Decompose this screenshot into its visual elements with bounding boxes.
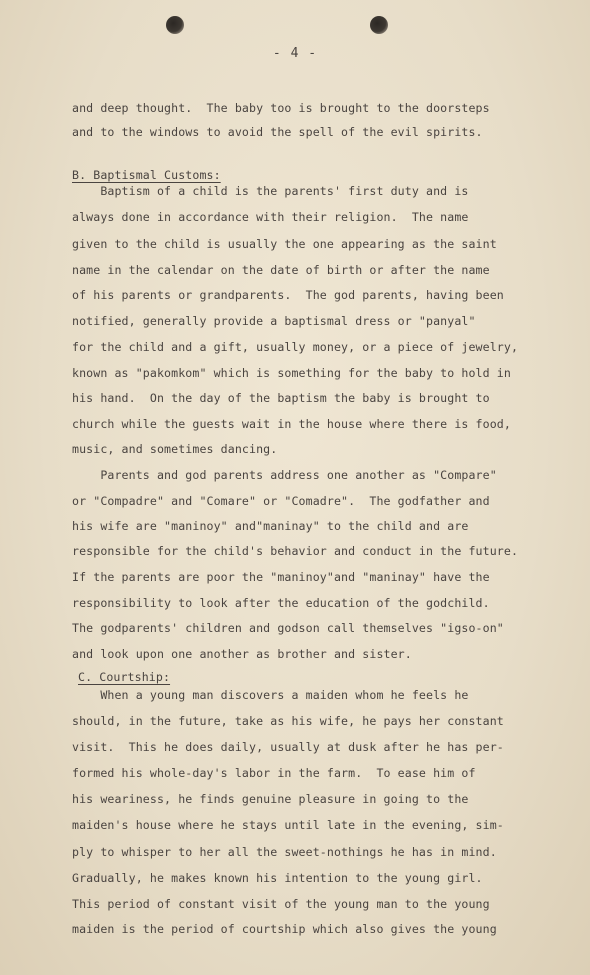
text-line: maiden is the period of courtship which also gives the young	[72, 922, 497, 936]
text-line: music, and sometimes dancing.	[72, 442, 278, 456]
punch-hole-right	[370, 16, 388, 34]
page-number: - 4 -	[272, 46, 318, 61]
text-line: visit. This he does daily, usually at dusk after he has per-	[72, 740, 504, 754]
section-heading: C. Courtship:	[78, 670, 171, 684]
text-line: given to the child is usually the one appearing as the saint	[72, 237, 497, 251]
text-line: and deep thought. The baby too is brought to the doorsteps	[72, 101, 490, 115]
text-line: church while the guests wait in the house where there is food,	[72, 417, 511, 431]
text-line: and to the windows to avoid the spell of the evil spirits.	[72, 125, 483, 139]
text-line: notified, generally provide a baptismal dress or "panyal"	[72, 314, 476, 328]
text-line: and look upon one another as brother and sister.	[72, 647, 412, 661]
text-line: of his parents or grandparents. The god parents, having been	[72, 288, 504, 302]
text-line: The godparents' children and godson call themselves "igso-on"	[72, 621, 504, 635]
text-line: maiden's house where he stays until late in the evening, sim-	[72, 818, 504, 832]
punch-hole-left	[166, 16, 184, 34]
text-line: This period of constant visit of the young man to the young	[72, 897, 490, 911]
text-line: Parents and god parents address one another as "Compare"	[72, 468, 497, 482]
text-line: name in the calendar on the date of birth or after the name	[72, 263, 490, 277]
text-line: formed his whole-day's labor in the farm. To ease him of	[72, 766, 476, 780]
text-line: for the child and a gift, usually money, or a piece of jewelry,	[72, 340, 519, 354]
text-line: When a young man discovers a maiden whom he feels he	[72, 688, 469, 702]
text-line: ply to whisper to her all the sweet-nothings he has in mind.	[72, 845, 497, 859]
text-line: Gradually, he makes known his intention to the young girl.	[72, 871, 483, 885]
text-line: always done in accordance with their religion. The name	[72, 210, 469, 224]
text-line: known as "pakomkom" which is something for the baby to hold in	[72, 366, 511, 380]
section-heading: B. Baptismal Customs:	[72, 168, 221, 182]
text-line: responsible for the child's behavior and conduct in the future.	[72, 544, 519, 558]
text-line: or "Compadre" and "Comare" or "Comadre". The godfather and	[72, 494, 490, 508]
text-line: his hand. On the day of the baptism the baby is brought to	[72, 391, 490, 405]
text-line: should, in the future, take as his wife, he pays her constant	[72, 714, 504, 728]
text-line: his wife are "maninoy" and"maninay" to the child and are	[72, 519, 469, 533]
text-line: responsibility to look after the education of the godchild.	[72, 596, 490, 610]
text-line: Baptism of a child is the parents' first duty and is	[72, 184, 469, 198]
text-line: If the parents are poor the "maninoy"and "maninay" have the	[72, 570, 490, 584]
text-line: his weariness, he finds genuine pleasure in going to the	[72, 792, 469, 806]
